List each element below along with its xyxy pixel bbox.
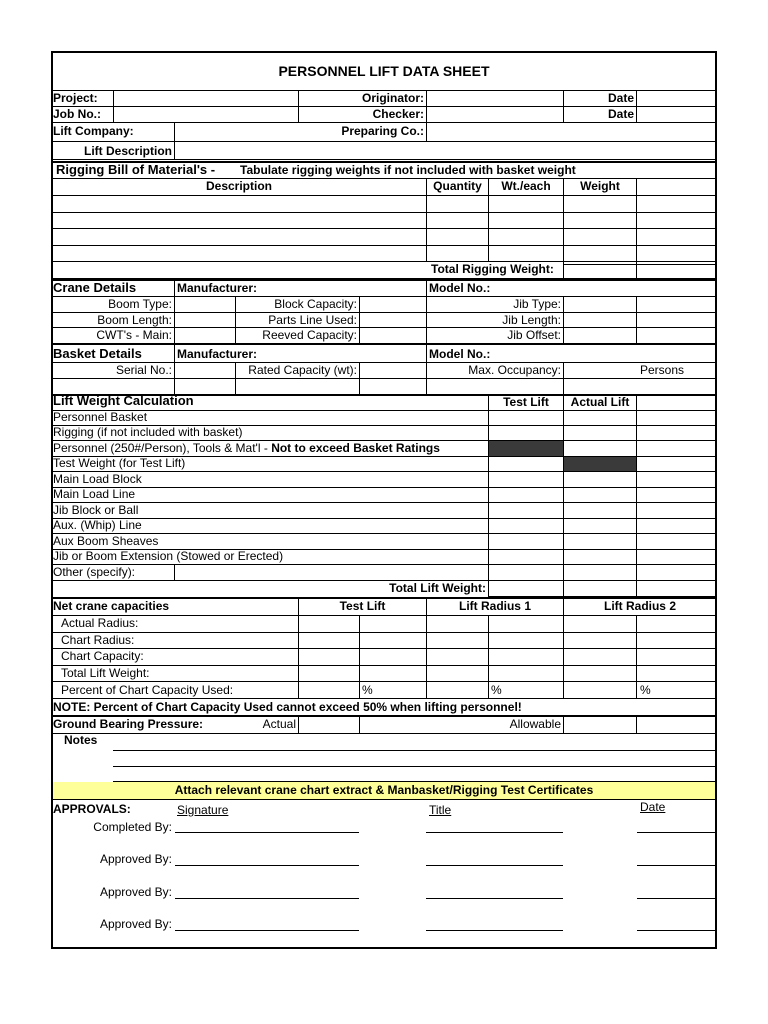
- rule: [636, 716, 637, 733]
- basket-details-heading: Basket Details: [53, 346, 142, 361]
- rule: [52, 733, 716, 734]
- rule: [52, 615, 716, 616]
- shaded-cell-personnel-test-lift: [489, 441, 563, 456]
- title-line: [426, 898, 563, 899]
- job-no-label: Job No.:: [53, 107, 101, 121]
- rule: [426, 597, 427, 698]
- net-crane-col-lift-radius-2: Lift Radius 2: [603, 599, 676, 613]
- rule: [563, 362, 564, 394]
- lift-weight-row: Test Weight (for Test Lift): [53, 456, 186, 470]
- rule: [426, 90, 427, 141]
- basket-manufacturer-label: Manufacturer:: [177, 347, 258, 361]
- rule: [235, 296, 236, 343]
- rule: [235, 362, 236, 394]
- lift-weight-row: Main Load Block: [53, 472, 142, 486]
- signature-line: [175, 865, 359, 866]
- rule: [426, 178, 427, 261]
- rule: [488, 615, 489, 698]
- rule: [52, 228, 716, 229]
- rule: [563, 597, 564, 698]
- total-rigging-weight-label: Total Rigging Weight:: [431, 262, 554, 276]
- percent-sign: %: [362, 683, 373, 697]
- boom-length-label: Boom Length:: [97, 313, 172, 327]
- rule: [298, 90, 299, 122]
- lift-weight-col-actual-lift: Actual Lift: [570, 395, 630, 409]
- percent-sign: %: [491, 683, 502, 697]
- rule: [359, 716, 360, 733]
- rule: [563, 178, 564, 278]
- rule: [113, 90, 114, 122]
- rigging-col-weight: Weight: [580, 179, 620, 193]
- rule: [52, 195, 716, 196]
- rule: [174, 279, 175, 343]
- rule: [359, 296, 360, 343]
- net-crane-row: Chart Radius:: [61, 633, 135, 647]
- rigging-col-description: Description: [205, 179, 272, 193]
- rule: [563, 394, 564, 596]
- ground-bearing-label: Ground Bearing Pressure:: [53, 717, 204, 731]
- rule: [52, 122, 716, 123]
- signature-line: [175, 832, 359, 833]
- title-line: [426, 832, 563, 833]
- net-crane-row: Percent of Chart Capacity Used:: [61, 683, 234, 697]
- attach-note: Attach relevant crane chart extract & Manbasket/Rigging Test Certificates: [174, 783, 594, 797]
- parts-line-used-label: Parts Line Used:: [268, 313, 357, 327]
- rule: [426, 279, 427, 343]
- rule: [52, 279, 716, 281]
- lift-weight-row: Other (specify):: [53, 565, 136, 579]
- date-line: [637, 898, 716, 899]
- notes-line: [113, 750, 716, 751]
- notes-label: Notes: [64, 733, 98, 747]
- lift-weight-row: Jib Block or Ball: [53, 503, 139, 517]
- ground-allowable-label: Allowable: [509, 717, 561, 731]
- jib-type-label: Jib Type:: [513, 297, 561, 311]
- rule: [636, 296, 637, 343]
- date-label: Date: [607, 91, 634, 105]
- approval-row-label: Approved By:: [99, 917, 172, 931]
- net-crane-row: Chart Capacity:: [61, 649, 144, 663]
- total-lift-weight-label: Total Lift Weight:: [389, 581, 486, 595]
- rule: [359, 615, 360, 698]
- lift-weight-row: Aux Boom Sheaves: [53, 534, 159, 548]
- rule: [52, 245, 716, 246]
- rigging-note: Tabulate rigging weights if not included with basket weight: [240, 163, 576, 177]
- rigging-col-wt-each: Wt./each: [501, 179, 551, 193]
- originator-label: Originator:: [362, 91, 424, 105]
- rule: [52, 648, 716, 649]
- date-line: [637, 832, 716, 833]
- rule: [52, 502, 716, 503]
- reeved-capacity-label: Reeved Capacity:: [262, 328, 357, 342]
- rule: [52, 159, 716, 160]
- rule: [563, 716, 564, 733]
- title-line: [426, 865, 563, 866]
- rated-capacity-label: Rated Capacity (wt):: [248, 363, 357, 377]
- lift-weight-row: Personnel (250#/Person), Tools & Mat'l - Not to exceed Basket Ratings: [53, 441, 440, 455]
- rule: [52, 261, 716, 262]
- lift-description-label: Lift Description: [83, 144, 172, 158]
- rule: [563, 296, 564, 343]
- rule: [174, 564, 175, 580]
- date-line: [637, 930, 716, 931]
- title-line: [426, 930, 563, 931]
- rule: [563, 264, 716, 265]
- jib-offset-label: Jib Offset:: [507, 328, 561, 342]
- crane-model-label: Model No.:: [429, 281, 491, 295]
- signature-line: [175, 898, 359, 899]
- rule: [52, 698, 716, 699]
- lift-weight-row: Aux. (Whip) Line: [53, 518, 142, 532]
- lift-weight-heading: Lift Weight Calculation: [53, 393, 194, 408]
- rigging-col-quantity: Quantity: [433, 179, 482, 193]
- rule: [636, 615, 637, 698]
- net-crane-heading: Net crane capacities: [53, 599, 170, 613]
- rule: [52, 799, 716, 800]
- rule: [52, 378, 716, 379]
- rule: [52, 518, 716, 519]
- rule: [563, 90, 564, 122]
- approval-row-label: Approved By:: [99, 885, 172, 899]
- approvals-heading: APPROVALS:: [53, 802, 131, 816]
- preparing-co-label: Preparing Co.:: [341, 124, 424, 138]
- rule: [636, 178, 637, 278]
- net-crane-row: Actual Radius:: [61, 616, 139, 630]
- rule: [52, 564, 716, 565]
- percent-sign: %: [640, 683, 651, 697]
- project-label: Project:: [53, 91, 98, 105]
- rule: [52, 343, 716, 345]
- lift-company-label: Lift Company:: [53, 124, 134, 138]
- rule: [52, 665, 716, 666]
- persons-label: Persons: [640, 363, 685, 377]
- basket-model-label: Model No.:: [429, 347, 491, 361]
- notes-line: [113, 766, 716, 767]
- rule: [52, 632, 716, 633]
- serial-no-label: Serial No.:: [115, 363, 172, 377]
- lift-weight-row: Personnel Basket: [53, 410, 148, 424]
- rule: [174, 344, 175, 394]
- capacity-note: NOTE: Percent of Chart Capacity Used cannot exceed 50% when lifting personnel!: [53, 700, 522, 714]
- crane-manufacturer-label: Manufacturer:: [177, 281, 258, 295]
- rule: [52, 681, 716, 682]
- rule: [174, 122, 175, 159]
- rule: [52, 141, 716, 142]
- rule: [52, 212, 716, 213]
- rule: [298, 597, 299, 698]
- net-crane-row: Total Lift Weight:: [61, 666, 150, 680]
- lift-weight-row: Main Load Line: [53, 487, 136, 501]
- rule: [488, 394, 489, 596]
- sheet-title: PERSONNEL LIFT DATA SHEET: [278, 63, 490, 79]
- basket-rating-warning: Not to exceed Basket Ratings: [271, 441, 440, 455]
- lift-weight-row: Jib or Boom Extension (Stowed or Erected): [53, 549, 284, 563]
- max-occupancy-label: Max. Occupancy:: [468, 363, 561, 377]
- ground-actual-label: Actual: [262, 717, 296, 731]
- title-col-label: Title: [429, 803, 452, 817]
- date-col-label: Date: [640, 800, 666, 814]
- jib-length-label: Jib Length:: [502, 313, 561, 327]
- lift-weight-row: Rigging (if not included with basket): [53, 425, 243, 439]
- rule: [52, 410, 716, 411]
- rule: [298, 716, 299, 733]
- net-crane-col-lift-radius-1: Lift Radius 1: [458, 599, 531, 613]
- rigging-heading: Rigging Bill of Material's -: [56, 162, 216, 177]
- date-line: [637, 865, 716, 866]
- crane-details-heading: Crane Details: [53, 280, 137, 295]
- cwts-main-label: CWT's - Main:: [96, 328, 172, 342]
- rule: [52, 487, 716, 488]
- signature-line: [175, 930, 359, 931]
- rule: [636, 394, 637, 596]
- rule: [488, 178, 489, 261]
- boom-type-label: Boom Type:: [108, 297, 172, 311]
- rule: [52, 471, 716, 472]
- lift-weight-col-test-lift: Test Lift: [503, 395, 549, 409]
- net-crane-col-test-lift: Test Lift: [339, 599, 386, 613]
- block-capacity-label: Block Capacity:: [274, 297, 357, 311]
- approval-row-label: Completed By:: [93, 820, 172, 834]
- shaded-cell-test-weight-actual-lift: [564, 457, 636, 471]
- approval-row-label: Approved By:: [99, 852, 172, 866]
- checker-label: Checker:: [372, 107, 424, 121]
- rule: [359, 362, 360, 394]
- signature-col-label: Signature: [177, 803, 229, 817]
- rule: [426, 344, 427, 394]
- rule: [636, 90, 637, 122]
- date-label: Date: [607, 107, 634, 121]
